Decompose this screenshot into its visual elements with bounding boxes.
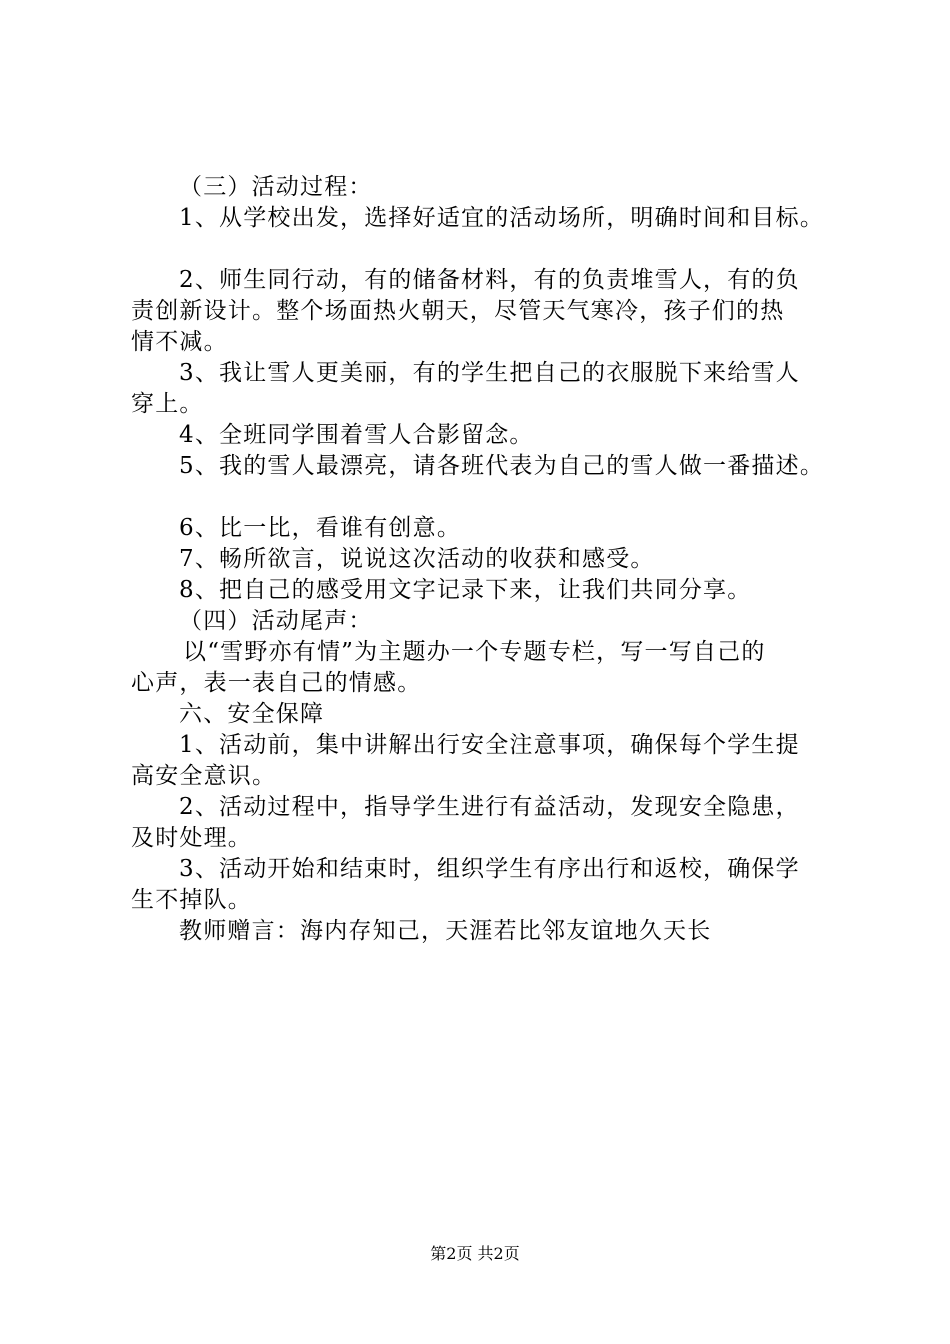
section-heading-ending: （四）活动尾声： [179,608,373,634]
paragraph-line: 4、全班同学围着雪人合影留念。 [179,422,534,448]
paragraph-line: 8、把自己的感受用文字记录下来，让我们共同分享。 [179,577,752,603]
paragraph-gap [131,482,836,513]
paragraph-line: 生不掉队。 [131,887,252,913]
paragraph-line: 高安全意识。 [131,763,277,789]
paragraph-line: 1、活动前，集中讲解出行安全注意事项，确保每个学生提 [179,732,800,758]
paragraph-line: 3、活动开始和结束时，组织学生有序出行和返校，确保学 [179,856,800,882]
paragraph-line: 7、畅所欲言，说说这次活动的收获和感受。 [179,546,655,572]
paragraph-line: 以“雪野亦有情”为主题办一个专题专栏，写一写自己的 [183,639,766,665]
section-heading-safety: 六、安全保障 [179,701,325,727]
paragraph-gap [131,234,836,265]
paragraph-line: 责创新设计。整个场面热火朝天，尽管天气寒冷，孩子们的热 [131,298,785,324]
paragraph-line: 及时处理。 [131,825,252,851]
page-number-footer: 第2页 共2页 [430,1244,520,1263]
paragraph-line: 2、活动过程中，指导学生进行有益活动，发现安全隐患， [179,794,800,820]
paragraph-line: 6、比一比，看谁有创意。 [179,515,462,541]
paragraph-line: 1、从学校出发，选择好适宜的活动场所，明确时间和目标。 [179,205,825,231]
paragraph-line: 5、我的雪人最漂亮，请各班代表为自己的雪人做一番描述。 [179,453,825,479]
paragraph-line: 3、我让雪人更美丽，有的学生把自己的衣服脱下来给雪人 [179,360,800,386]
paragraph-line: 穿上。 [131,391,204,417]
section-heading-process: （三）活动过程： [179,174,373,200]
document-body [131,172,836,947]
paragraph-line: 情不减。 [131,329,228,355]
paragraph-line: 心声，表一表自己的情感。 [131,670,422,696]
teacher-message: 教师赠言：海内存知己，天涯若比邻友谊地久天长 [179,918,712,944]
paragraph-line: 2、师生同行动，有的储备材料，有的负责堆雪人，有的负 [179,267,800,293]
